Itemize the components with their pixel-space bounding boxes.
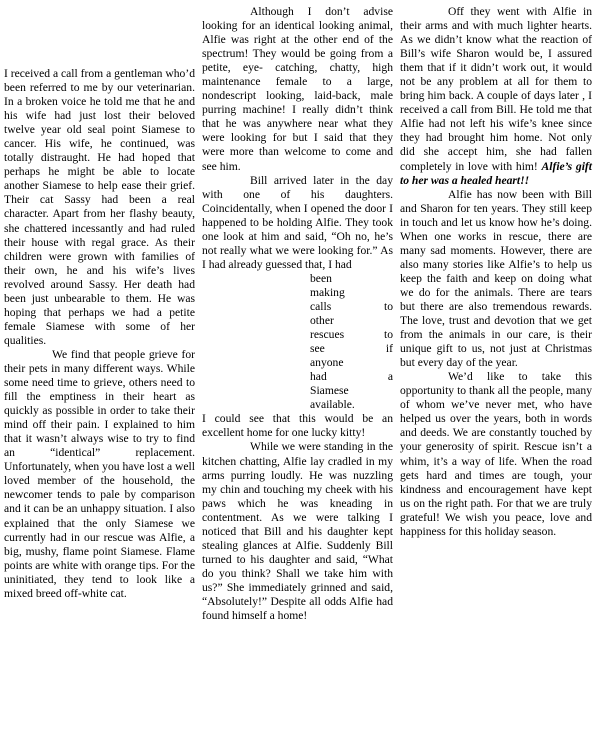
paragraph: I could see that this would be an excellent home for one lucky kitty! (202, 412, 393, 440)
wrapped-line: anyone (310, 356, 344, 370)
paragraph: Bill arrived later in the day with one of his daughters. Coincidentally, when I opened the door I happened to be holding Alfie. They took one look at him and said, “Oh no, he’s not really what we were looking for.” As I had already guessed that, I had (202, 173, 393, 271)
wrapped-line: making (310, 285, 345, 299)
wrapped-line: available. (310, 398, 355, 412)
image-placeholder (202, 272, 310, 412)
wrapped-line: Siamese (310, 384, 349, 398)
paragraph: Alfie has now been with Bill and Sharon for ten years. They still keep in touch and let us know how he’s doing. When one works in rescue, there are many sad moments. However, there are also many stories like Alfie’s to help us keep the faith and keep on doing what we do for the animals. There are tears but there are also tremendous rewards. The love, trust and devotion that we get from the animals in our care, is their unique gift to us, not just at Christmas but every day of the year. (400, 187, 592, 370)
wrapped-line: other (310, 314, 334, 328)
paragraph (400, 5, 592, 188)
wrapped-line: see if (310, 342, 393, 356)
paragraph: I received a call from a gentleman who’d been referred to me by our veterinarian. In a broken voice he told me that he and his wife had just lost their beloved twelve year old seal point Siamese to cancer. His wife, he continued, was totally distraught. He had hoped that perhaps he might be able to locate another Siamese to help ease their grief. Their cat Sassy had been a real character. Apart from her flashy beauty, she chattered incessantly and had ruled their house with regal grace. As their children were grown with families of their own, he and his wife’s lives revolved around Sassy. Her death had been just unbearable to them. He was hoping that perhaps we had a petite female Siamese with some of her qualities. (4, 67, 195, 347)
article-column-2 (202, 0, 393, 732)
paragraph: While we were standing in the kitchen chatting, Alfie lay cradled in my arms purring loudly. He was nuzzling my chin and touching my cheek with his paws which he was kneading in contentment. As we were talking I noticed that Bill and his daughter kept stealing glances at Alfie. Suddenly Bill turned to his daughter and said, “What do you think? Shall we take him with us?” She immediately grinned and said, “Absolutely!” Despite all odds Alfie had found himself a home! (202, 440, 393, 623)
paragraph: Although I don’t advise looking for an identical looking animal, Alfie was right at the other end of the spectrum! They would be going from a petite, eye- catching, chatty, high maintenance female to a large, nondescript looking, laid-back, male purring machine! I really didn’t think that he was anywhere near what they were looking for but I said that they were more than welcome to come and see him. (202, 5, 393, 173)
paragraph-text: Off they went with Alfie in their arms and with much lighter hearts. As we didn’t know what the reaction of Bill’s wife Sharon would be, I assured them that if it didn’t work out, it would not be any problem at all for them to bring him back. A couple of days later , I received a call from Bill. He told me that Alfie had not left his wife’s knee since they had brought him home. Not only did she accept him, she had fallen completely in love with him! (400, 5, 592, 173)
wrapped-line: calls to (310, 299, 393, 313)
wrapped-line: rescues to (310, 328, 393, 342)
wrapped-text (310, 272, 393, 412)
article-column-3 (400, 0, 592, 732)
wrapped-line: been (310, 271, 332, 285)
paragraph: We’d like to take this opportunity to thank all the people, many of whom we’ve never met, who have helped us over the years, both in words and deeds. We are constantly touched by your generosity of spirit. Rescue isn’t a whim, it’s a way of life. When the road gets hard and times are tough, your kindness and encouragement have kept us on the right path. For that we are truly grateful! We wish you peace, love and happiness for this holiday season. (400, 370, 592, 538)
article-column-1 (4, 0, 195, 732)
image-wrap-text (202, 272, 393, 412)
emphasis-text: Alfie’s gift to her was a healed heart!! (400, 159, 592, 187)
wrapped-line: had a (310, 370, 393, 384)
paragraph: We find that people grieve for their pets in many different ways. While some need time to grieve, others need to fill the emptiness in their heart as quickly as possible in order to take their mind off their pain. I explained to him that it wasn’t always wise to try to find an “identical” replacement. Unfortunately, when you have lost a well loved member of the household, the newcomer tends to pale by comparison and it can be an unhappy situation. I also explained that the only Siamese we currently had in our rescue was Alfie, a big, mushy, flame point Siamese. Flame points are white with orange tips. For the uninitiated, they tend to look like a mixed breed off-white cat. (4, 347, 195, 600)
